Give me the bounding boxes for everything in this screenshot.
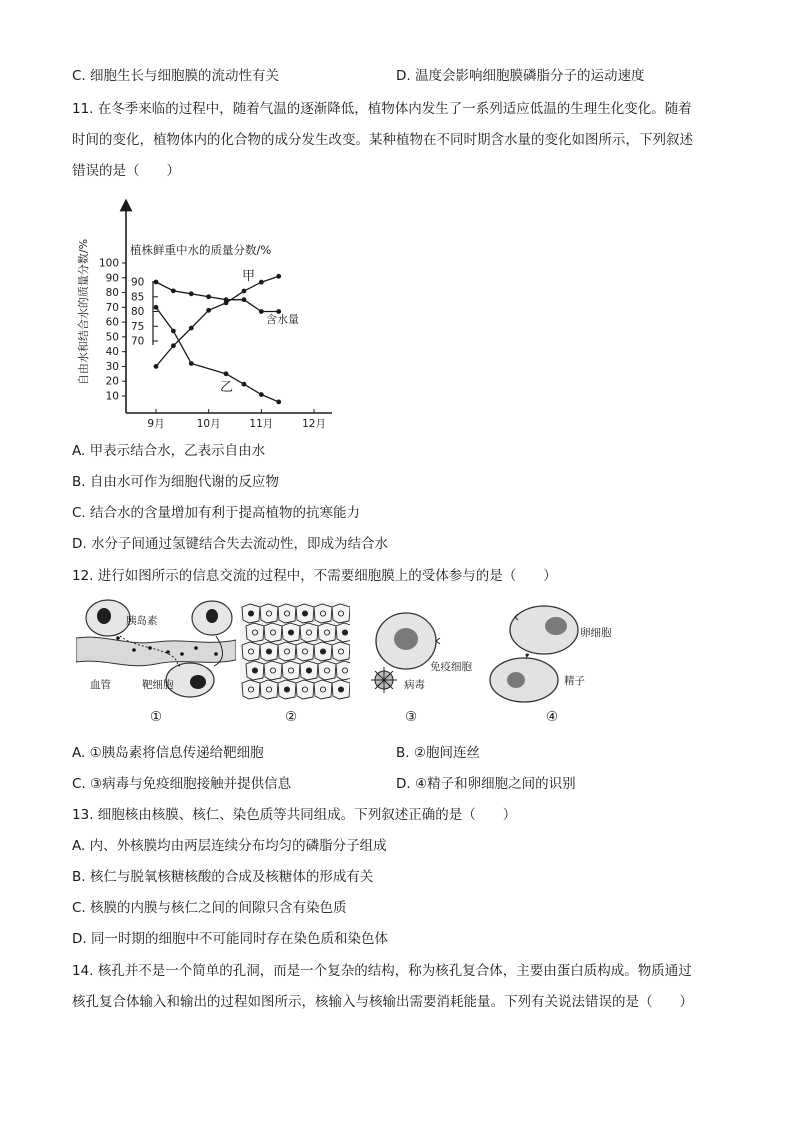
label-vessel: 血管 [90, 679, 111, 691]
data-point [154, 280, 159, 285]
cell-nucleus [342, 630, 347, 635]
label-insulin: 胰岛素 [126, 615, 158, 627]
data-point [171, 343, 176, 348]
figure-3-number: ③ [405, 709, 418, 725]
data-point [171, 288, 176, 293]
data-point [189, 326, 194, 331]
q12-option-b: B. ②胞间连丝 [396, 745, 480, 761]
y-tick-label: 10 [105, 390, 119, 403]
q10-option-d: D. 温度会影响细胞膜磷脂分子的运动速度 [396, 68, 645, 84]
y-tick-label: 50 [105, 331, 119, 344]
data-point [259, 309, 264, 314]
data-point [259, 392, 264, 397]
y-tick-label: 70 [105, 301, 119, 314]
cell-nucleus [266, 649, 271, 654]
q13-option-c: C. 核膜的内膜与核仁之间的间隙只含有染色质 [72, 900, 347, 916]
y-tick-label: 90 [105, 272, 119, 285]
cell-nucleus [252, 668, 257, 673]
q13-option-b: B. 核仁与脱氧核糖核酸的合成及核糖体的形成有关 [72, 869, 374, 885]
cell-nucleus [320, 649, 325, 654]
data-point [154, 364, 159, 369]
q12-option-d: D. ④精子和卵细胞之间的识别 [396, 776, 576, 792]
q11-option-a: A. 甲表示结合水，乙表示自由水 [72, 443, 266, 459]
water-content-chart [70, 195, 340, 435]
q13-stem: 13. 细胞核由核膜、核仁、染色质等共同组成。下列叙述正确的是（ ） [72, 807, 517, 823]
figure-2-number: ② [285, 709, 298, 725]
inner-tick-label: 70 [131, 335, 145, 348]
q14-stem-line1: 14. 核孔并不是一个简单的孔洞，而是一个复杂的结构，称为核孔复合体，主要由蛋白质构成。物质通过 [72, 963, 692, 979]
label-sperm: 精子 [564, 675, 585, 687]
q11-stem-line1: 11. 在冬季来临的过程中，随着气温的逐渐降低，植物体内发生了一系列适应低温的生理生化变化。随着 [72, 101, 692, 117]
q11-option-b: B. 自由水可作为细胞代谢的反应物 [72, 474, 279, 490]
q12-stem: 12. 进行如图所示的信息交流的过程中，不需要细胞膜上的受体参与的是（ ） [72, 568, 557, 584]
data-point [224, 371, 229, 376]
q11-stem-line2: 时间的变化，植物体内的化合物的成分发生改变。某种植物在不同时期含水量的变化如图所示，下列叙述 [72, 132, 693, 148]
cell-nucleus [248, 611, 253, 616]
data-point [206, 294, 211, 299]
y-tick-label: 20 [105, 375, 119, 388]
label-virus: 病毒 [404, 679, 425, 691]
q14-stem-line2: 核孔复合体输入和输出的过程如图所示，核输入与核输出需要消耗能量。下列有关说法错误的是（ ） [72, 994, 693, 1010]
figure-4-number: ④ [546, 709, 559, 725]
q13-option-d: D. 同一时期的细胞中不可能同时存在染色质和染色体 [72, 931, 388, 947]
data-point [242, 289, 247, 294]
cell-nucleus [338, 687, 343, 692]
q11-option-c: C. 结合水的含量增加有利于提高植物的抗寒能力 [72, 505, 361, 521]
label-target-cell: 靶细胞 [142, 679, 174, 691]
label-immune-cell: 免疫细胞 [430, 661, 472, 673]
y-tick-label: 100 [98, 257, 119, 270]
series-label: 乙 [220, 380, 234, 395]
x-tick-label: 10月 [196, 418, 221, 430]
data-point [206, 308, 211, 313]
figure-1-number: ① [150, 709, 163, 725]
figure-1-insulin [76, 596, 236, 700]
y-tick-label: 60 [105, 316, 119, 329]
series-label: 含水量 [266, 313, 299, 326]
cell-nucleus [288, 630, 293, 635]
chart-title: 植株鲜重中水的质量分数/% [130, 243, 272, 257]
label-egg-cell: 卵细胞 [580, 627, 612, 639]
q13-option-a: A. 内、外核膜均由两层连续分布均匀的磷脂分子组成 [72, 838, 387, 854]
data-point [276, 274, 281, 279]
data-point [189, 361, 194, 366]
inner-tick-label: 90 [131, 276, 145, 289]
q10-option-c: C. 细胞生长与细胞膜的流动性有关 [72, 68, 280, 84]
inner-tick-label: 80 [131, 306, 145, 318]
q12-option-c: C. ③病毒与免疫细胞接触并提供信息 [72, 776, 292, 792]
data-point [242, 382, 247, 387]
chart-ylabel: 自由水和结合水的质量分数/% [77, 238, 90, 386]
data-point [242, 297, 247, 302]
inner-tick-label: 75 [131, 320, 145, 333]
y-tick-label: 80 [105, 287, 119, 300]
cell-nucleus [284, 687, 289, 692]
q11-stem-line3: 错误的是（ ） [72, 163, 180, 179]
data-point [224, 297, 229, 302]
q12-option-a: A. ①胰岛素将信息传递给靶细胞 [72, 745, 264, 761]
data-point [276, 400, 281, 405]
series-line [156, 307, 279, 402]
data-point [154, 305, 159, 310]
x-tick-label: 11月 [249, 418, 274, 430]
cell-nucleus [302, 611, 307, 616]
figure-2-plasmodesmata [238, 600, 350, 700]
data-point [189, 291, 194, 296]
y-tick-label: 30 [105, 360, 119, 373]
cell-nucleus [306, 668, 311, 673]
x-tick-label: 9月 [147, 418, 165, 430]
q11-option-d: D. 水分子间通过氢键结合失去流动性，即成为结合水 [72, 536, 388, 552]
data-point [171, 329, 176, 334]
figure-4-egg-sperm [484, 600, 624, 704]
data-point [259, 280, 264, 285]
inner-tick-label: 85 [131, 291, 145, 304]
x-tick-label: 12月 [302, 418, 326, 430]
y-tick-label: 40 [105, 346, 119, 359]
series-label: 甲 [242, 269, 256, 284]
